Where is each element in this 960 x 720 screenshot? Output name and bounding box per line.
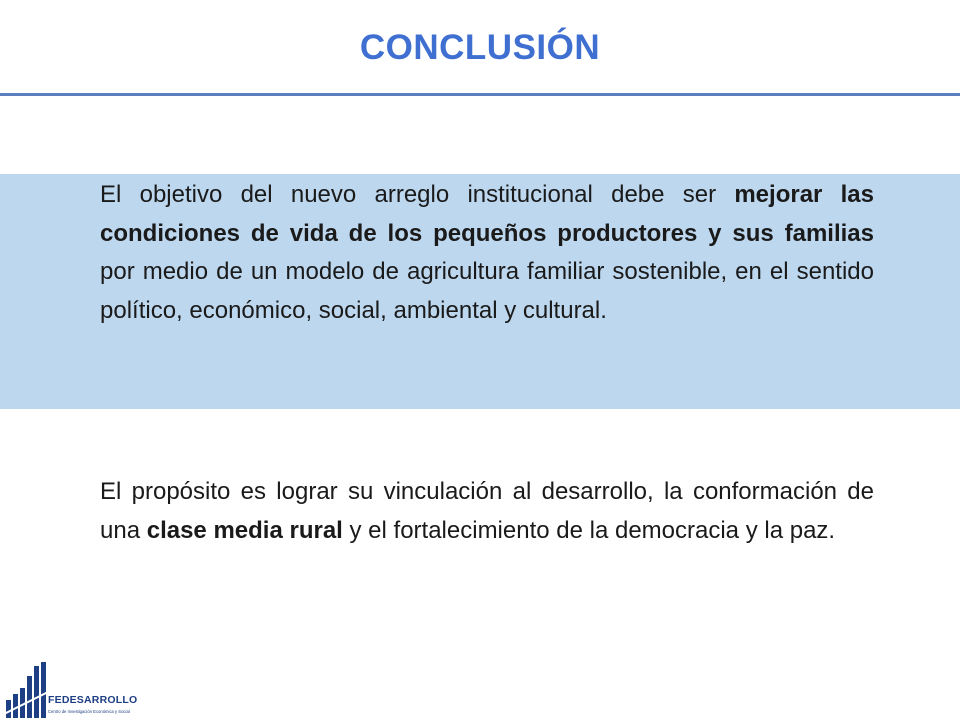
- logo-name: FEDESARROLLO: [48, 694, 138, 706]
- bar-chart-logo-icon: [4, 662, 48, 718]
- objective-text-start: El objetivo del nuevo arreglo institucional debe ser: [100, 181, 735, 208]
- purpose-paragraph: [100, 473, 874, 550]
- objective-text-bold: mejorar las condiciones de vida de los pequeños productores y sus familias: [100, 181, 875, 247]
- objective-paragraph: [100, 176, 874, 330]
- title-divider: [0, 93, 960, 96]
- fedesarrollo-logo: [4, 662, 164, 718]
- slide-title: CONCLUSIÓN: [359, 28, 601, 67]
- purpose-text-end: y el fortalecimiento de la democracia y la paz.: [342, 516, 836, 544]
- purpose-text-bold: clase media rural: [146, 516, 343, 544]
- purpose-text-start: El propósito es lograr su vinculación al desarrollo, la conformación de una: [100, 478, 874, 544]
- logo-subtitle: Centro de Investigación Económica y Social: [48, 709, 130, 714]
- objective-text-end: por medio de un modelo de agricultura familiar sostenible, en el sentido político, económico, social, ambiental y cultural.: [100, 258, 874, 324]
